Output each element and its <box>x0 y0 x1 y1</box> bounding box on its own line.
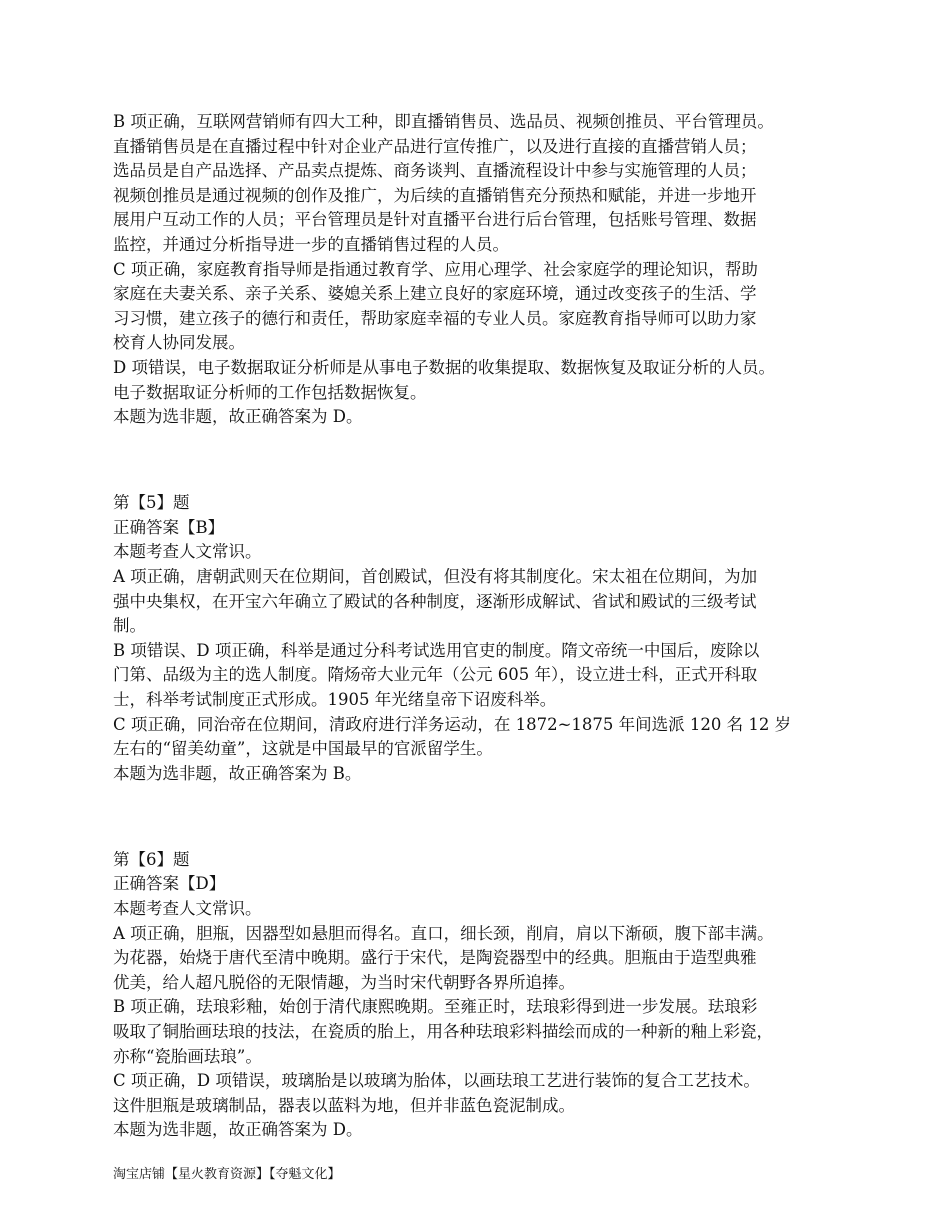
paragraph-line: 视频创推员是通过视频的创作及推广，为后续的直播销售充分预热和赋能，并进一步地开 <box>113 185 757 205</box>
paragraph-line: 习习惯，建立孩子的德行和责任，帮助家庭幸福的专业人员。家庭教育指导师可以助力家 <box>113 308 757 328</box>
paragraph-line: 这件胆瓶是玻璃制品，器表以蓝料为地，但并非蓝色瓷泥制成。 <box>113 1095 575 1115</box>
paragraph-line: 展用户互动工作的人员；平台管理员是针对直播平台进行后台管理，包括账号管理、数据 <box>113 210 757 230</box>
section-spacer <box>113 786 848 848</box>
paragraph-line: 为花器，始烧于唐代至清中晚期。盛行于宋代，是陶瓷器型中的经典。胆瓶由于造型典雅 <box>113 948 757 968</box>
paragraph-line: A 项正确，胆瓶，因器型如悬胆而得名。直口，细长颈，削肩，肩以下渐硕，腹下部丰满。 <box>113 923 774 943</box>
section-spacer <box>113 430 848 492</box>
answer-conclusion: 本题为选非题，故正确答案为 D。 <box>113 1120 363 1140</box>
section-question-6 <box>113 848 848 1143</box>
paragraph-line: C 项正确，同治帝在位期间，清政府进行洋务运动，在 1872~1875 年间选派 120 名 12 岁 <box>113 714 792 734</box>
correct-answer: 正确答案【B】 <box>113 517 225 537</box>
question-heading: 第【5】题 <box>113 493 190 513</box>
page-footer: 淘宝店铺【星火教育资源】【夺魁文化】 <box>113 1167 341 1182</box>
paragraph-line: 家庭在夫妻关系、亲子关系、婆媳关系上建立良好的家庭环境，通过改变孩子的生活、学 <box>113 284 757 304</box>
topic-line: 本题考查人文常识。 <box>113 899 262 919</box>
document-body <box>113 110 848 1143</box>
paragraph-line: D 项错误，电子数据取证分析师是从事电子数据的收集提取、数据恢复及取证分析的人员。 <box>113 357 775 377</box>
paragraph-line: 左右的“留美幼童”，这就是中国最早的官派留学生。 <box>113 739 493 759</box>
paragraph-line: 士，科举考试制度正式形成。1905 年光绪皇帝下诏废科举。 <box>113 689 557 709</box>
paragraph-line: 校育人协同发展。 <box>113 333 245 353</box>
answer-conclusion: 本题为选非题，故正确答案为 B。 <box>113 763 362 783</box>
paragraph-line: 监控，并通过分析指导进一步的直播销售过程的人员。 <box>113 234 509 254</box>
paragraph-line: 优美，给人超凡脱俗的无限情趣，为当时宋代朝野各界所追捧。 <box>113 972 575 992</box>
paragraph-line: B 项正确，珐琅彩釉，始创于清代康熙晚期。至雍正时，珐琅彩得到进一步发展。珐琅彩 <box>113 997 758 1017</box>
paragraph-line: 亦称“瓷胎画珐琅”。 <box>113 1046 262 1066</box>
paragraph-line: A 项正确，唐朝武则天在位期间，首创殿试，但没有将其制度化。宋太祖在位期间，为加 <box>113 567 758 586</box>
paragraph-line: B 项正确，互联网营销师有四大工种，即直播销售员、选品员、视频创推员、平台管理员。 <box>113 112 774 131</box>
paragraph-line: C 项正确，家庭教育指导师是指通过教育学、应用心理学、社会家庭学的理论知识，帮助 <box>113 259 758 279</box>
answer-conclusion: 本题为选非题，故正确答案为 D。 <box>113 407 363 427</box>
paragraph-line: 制。 <box>113 616 146 636</box>
paragraph-line: 强中央集权，在开宝六年确立了殿试的各种制度，逐渐形成解试、省试和殿试的三级考试 <box>113 591 757 611</box>
section-question-4-explanation <box>113 110 848 430</box>
paragraph-line: 选品员是自产品选择、产品卖点提炼、商务谈判、直播流程设计中参与实施管理的人员； <box>113 161 757 181</box>
section-question-5 <box>113 491 848 786</box>
paragraph-line: C 项正确，D 项错误，玻璃胎是以玻璃为胎体，以画珐琅工艺进行装饰的复合工艺技术。 <box>113 1071 760 1091</box>
question-heading: 第【6】题 <box>113 849 190 869</box>
paragraph-line: 电子数据取证分析师的工作包括数据恢复。 <box>113 382 427 402</box>
paragraph-line: 门第、品级为主的选人制度。隋炀帝大业元年（公元 605 年），设立进士科，正式开科取 <box>113 665 758 685</box>
paragraph-line: 直播销售员是在直播过程中针对企业产品进行宣传推广，以及进行直接的直播营销人员； <box>113 136 757 156</box>
correct-answer: 正确答案【D】 <box>113 874 226 894</box>
paragraph-line: 吸取了铜胎画珐琅的技法，在瓷质的胎上，用各种珐琅彩料描绘而成的一种新的釉上彩瓷， <box>113 1022 773 1041</box>
topic-line: 本题考查人文常识。 <box>113 542 262 562</box>
paragraph-line: B 项错误、D 项正确，科举是通过分科考试选用官吏的制度。隋文帝统一中国后，废除以 <box>113 640 760 660</box>
